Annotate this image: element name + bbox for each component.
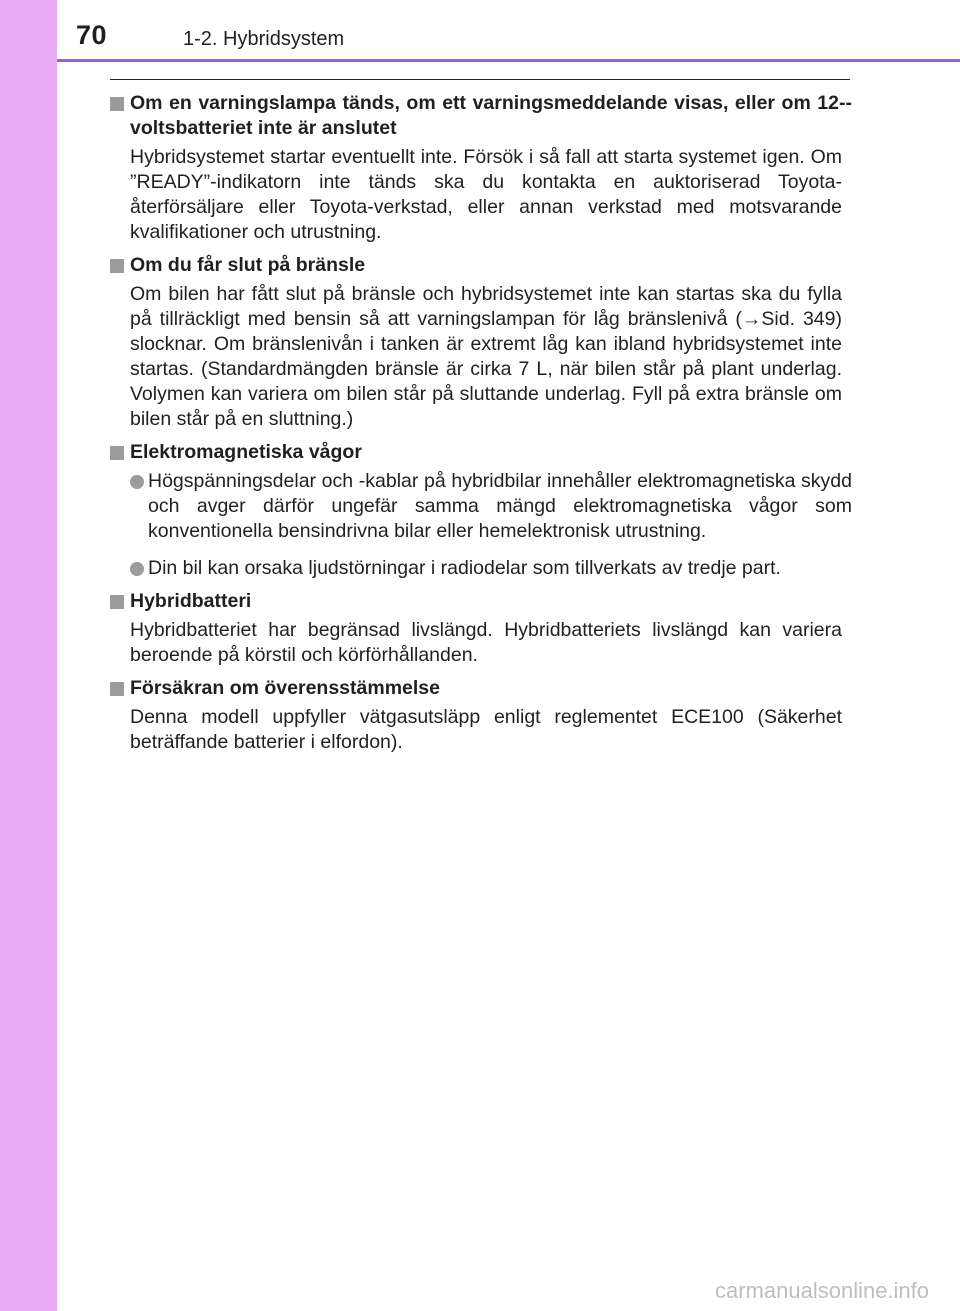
section-body: Hybridsystemet startar eventuellt inte. Försök i så fall att starta systemet igen. Om ”READY”-indikatorn inte tänds ska du kontakta en auktoriserad Toyota-återförsäljare eller Toyota-verkstad, eller annan verkstad med motsvarande kvalifikationer och utrustning. [130, 146, 842, 243]
section-body: Hybridbatteriet har begränsad livslängd. Hybridbatteriets livslängd kan variera beroende på körstil och körförhållanden. [130, 619, 842, 666]
content-divider [110, 79, 850, 80]
circle-bullet-icon [130, 475, 144, 489]
watermark: carmanualsonline.info [715, 1278, 930, 1303]
side-tab-band [0, 0, 57, 1311]
heading-text: Elektromagnetiska vågor [130, 441, 362, 463]
header-rule [57, 59, 960, 62]
circle-bullet-icon [130, 562, 144, 576]
list-item-text: Din bil kan orsaka ljudstörningar i radiodelar som tillverkats av tredje part. [148, 557, 781, 579]
square-bullet-icon [110, 446, 124, 460]
square-bullet-icon [110, 682, 124, 696]
square-bullet-icon [110, 97, 124, 111]
heading-text: Försäkran om överensstämmelse [130, 677, 440, 699]
section-heading [110, 253, 852, 278]
section-heading [110, 440, 852, 465]
section-heading [110, 589, 852, 614]
section-heading [110, 676, 852, 701]
page-content [110, 91, 852, 755]
section-body: Denna modell uppfyller vätgasutsläpp enligt reglementet ECE100 (Säkerhet beträffande batterier i elfordon). [130, 706, 842, 753]
section-body: Om bilen har fått slut på bränsle och hybridsystemet inte kan startas ska du fylla på tillräckligt med bensin så att varningslampan för låg bränslenivå (→Sid. 349) slocknar. Om bränslenivån i tanken är extremt låg kan ibland hybridsystemet inte startas. (Standardmängden bränsle är cirka 7 L, när bilen står på plant underlag. Volymen kan variera om bilen står på sluttande underlag. Fyll på extra bränsle om bilen står på en sluttning.) [130, 283, 842, 430]
section-heading [110, 91, 852, 141]
section-electromagnetic [110, 440, 852, 581]
square-bullet-icon [110, 259, 124, 273]
section-title: 1-2. Hybridsystem [183, 28, 345, 50]
square-bullet-icon [110, 595, 124, 609]
list-item [110, 556, 852, 581]
section-warning-lamp [110, 91, 852, 245]
page-number: 70 [76, 20, 108, 50]
heading-text: Om en varningslampa tänds, om ett varningsmeddelande visas, eller om 12--voltsbatteriet inte är anslutet [130, 92, 852, 139]
section-fuel [110, 253, 852, 432]
section-conformity [110, 676, 852, 755]
section-hybrid-battery [110, 589, 852, 668]
list-item [110, 469, 852, 544]
list-item-text: Högspänningsdelar och -kablar på hybridbilar innehåller elektromagnetiska skydd och avger därför ungefär samma mängd elektromagnetiska vågor som konventionella bensindrivna bilar eller hemelektronisk utrustning. [148, 470, 852, 542]
heading-text: Om du får slut på bränsle [130, 254, 366, 276]
heading-text: Hybridbatteri [130, 590, 252, 612]
